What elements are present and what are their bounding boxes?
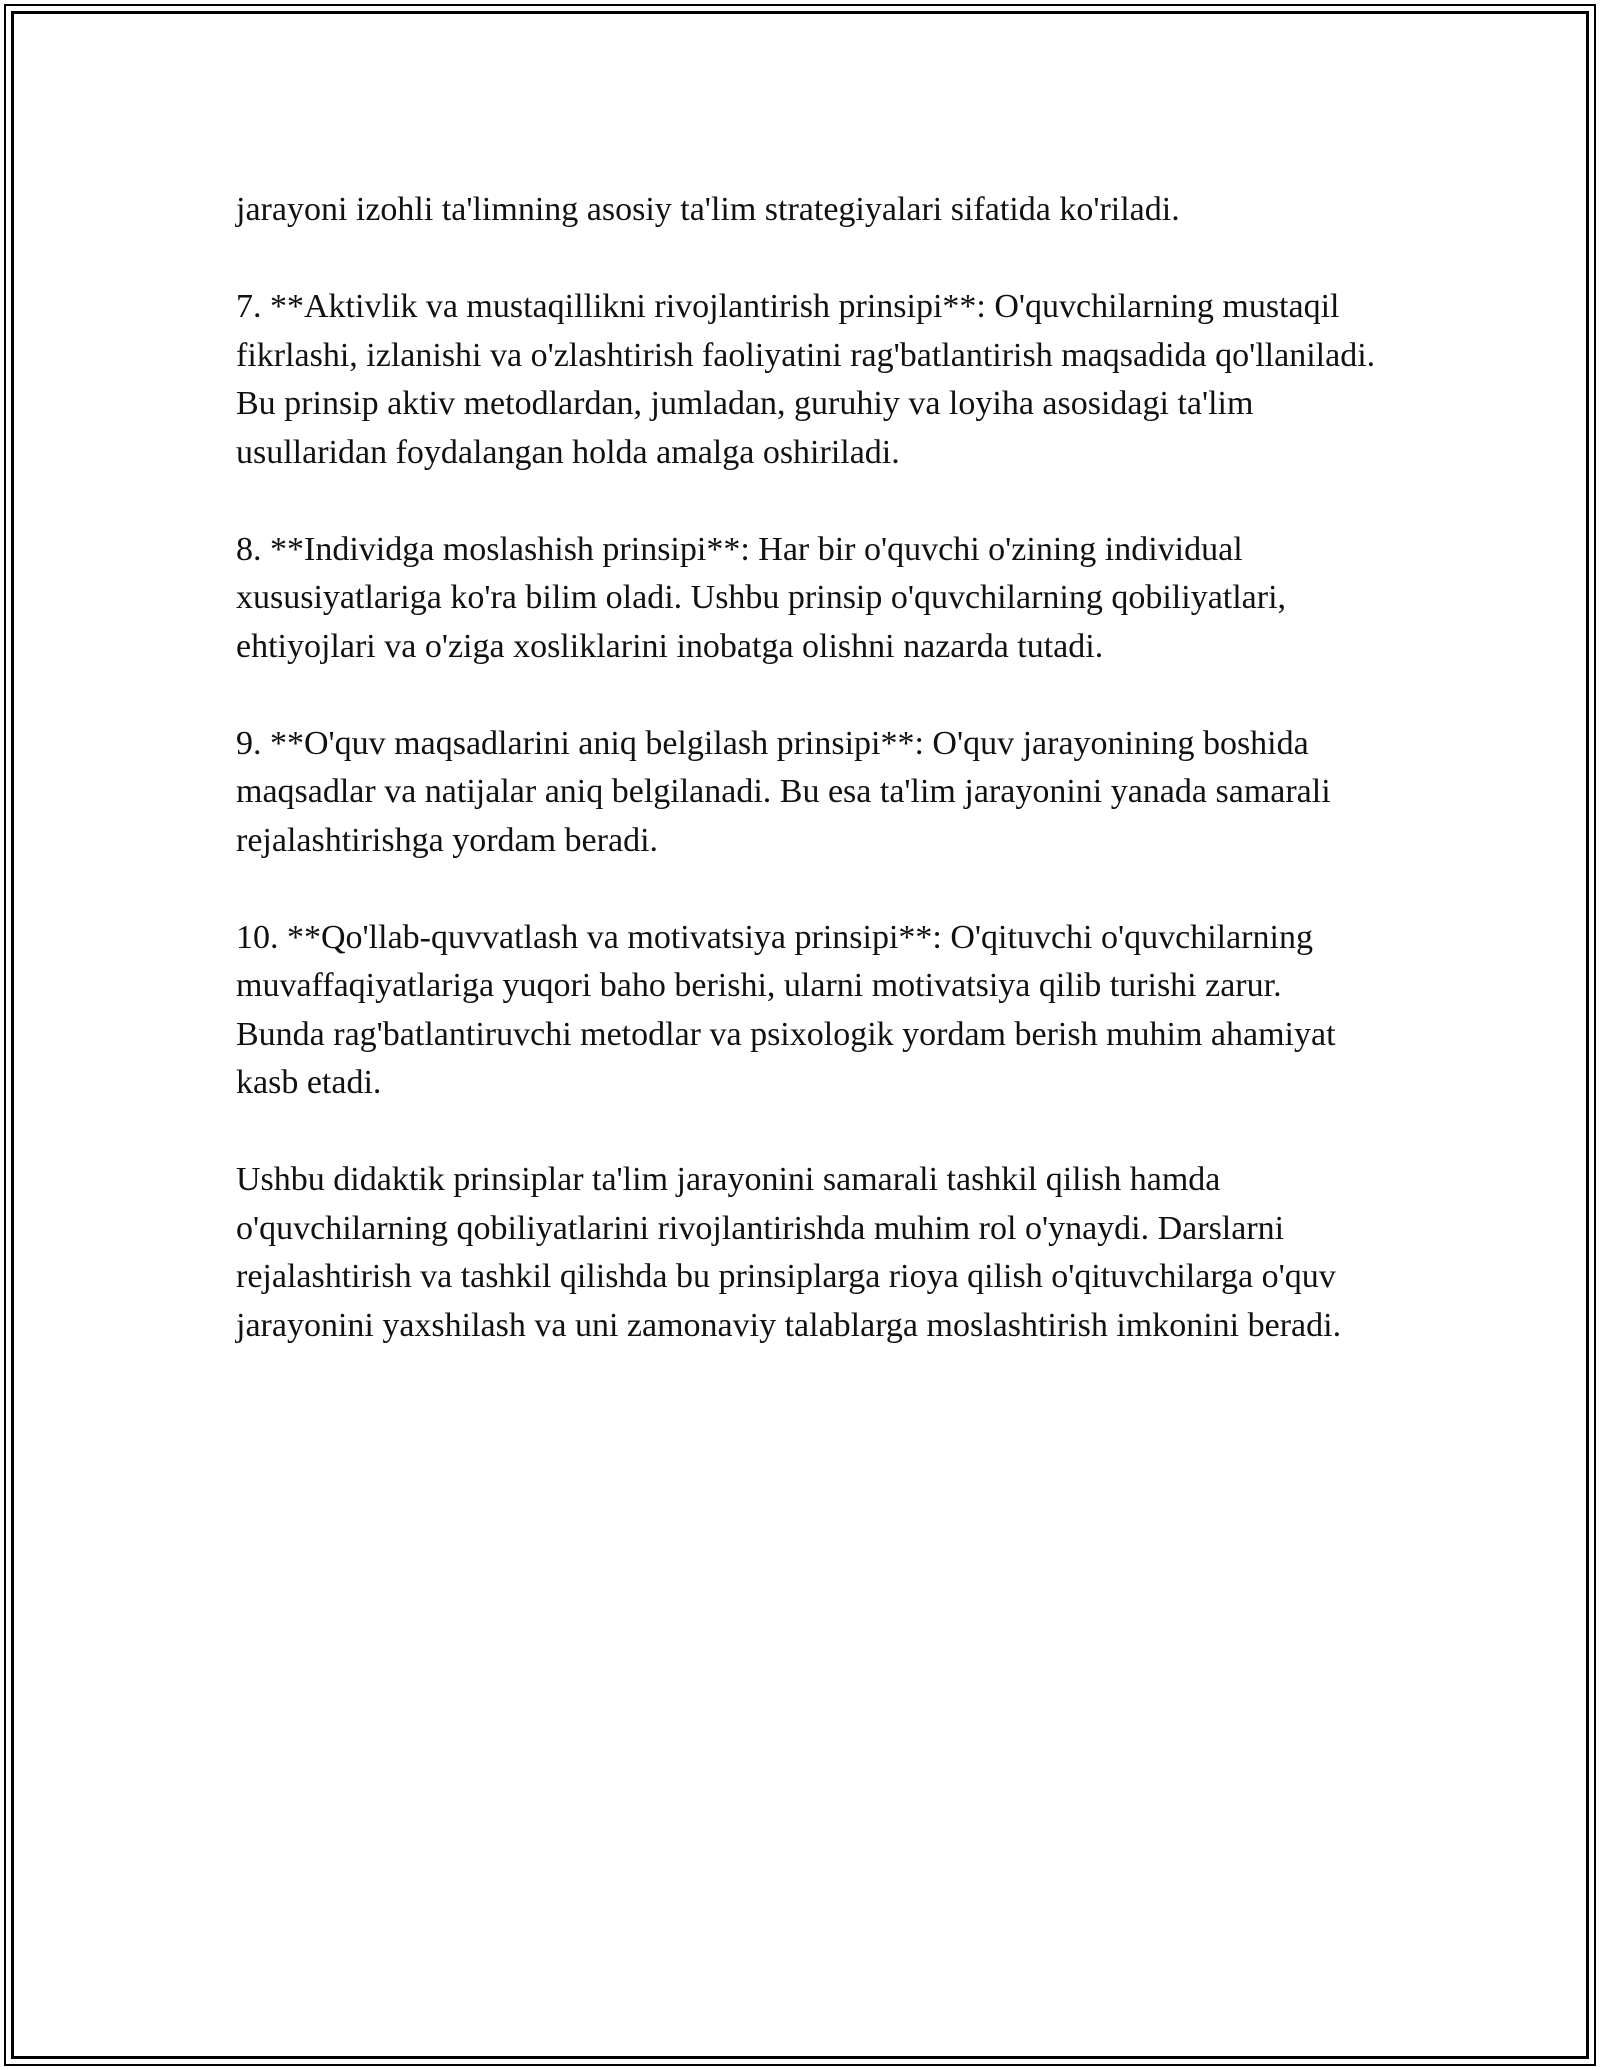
paragraph-continuation: jarayoni izohli ta'limning asosiy ta'lim strategiyalari sifatida ko'riladi. xyxy=(236,191,1180,228)
paragraph-conclusion: Ushbu didaktik prinsiplar ta'lim jarayonini samarali tashkil qilish hamda o'quvchilarning qobiliyatlarini rivojlantirishda muhim rol o'ynaydi. Darslarni rejalashtirish va tashkil qilishda bu prinsiplarga rioya qilish o'qituvchilarga o'quv jarayonini yaxshilash va uni zamonaviy talablarga moslashtirish imkonini beradi. xyxy=(236,1161,1342,1344)
paragraph-principle-9: 9. **O'quv maqsadlarini aniq belgilash prinsipi**: O'quv jarayonining boshida maqsadlar va natijalar aniq belgilanadi. Bu esa ta'lim jarayonini yanada samarali rejalashtirishga yordam beradi. xyxy=(236,724,1331,859)
paragraph-principle-8: 8. **Individga moslashish prinsipi**: Har bir o'quvchi o'zining individual xususiyatlariga ko'ra bilim oladi. Ushbu prinsip o'quvchilarning qobiliyatlari, ehtiyojlari va o'ziga xosliklarini inobatga olishni nazarda tutadi. xyxy=(236,530,1287,665)
paragraph-principle-10: 10. **Qo'llab-quvvatlash va motivatsiya prinsipi**: O'qituvchi o'quvchilarning muvaffaqiyatlariga yuqori baho berishi, ularni motivatsiya qilib turishi zarur. Bunda rag'batlantiruvchi metodlar va psixologik yordam berish muhim ahamiyat kasb etadi. xyxy=(236,918,1336,1101)
paragraph-principle-7: 7. **Aktivlik va mustaqillikni rivojlantirish prinsipi**: O'quvchilarning mustaqil fikrlashi, izlanishi va o'zlashtirish faoliyatini rag'batlantirish maqsadida qo'llaniladi. Bu prinsip aktiv metodlardan, jumladan, guruhiy va loyiha asosidagi ta'lim usullaridan foydalangan holda amalga oshiriladi. xyxy=(236,288,1376,471)
document-body xyxy=(236,186,1376,1399)
